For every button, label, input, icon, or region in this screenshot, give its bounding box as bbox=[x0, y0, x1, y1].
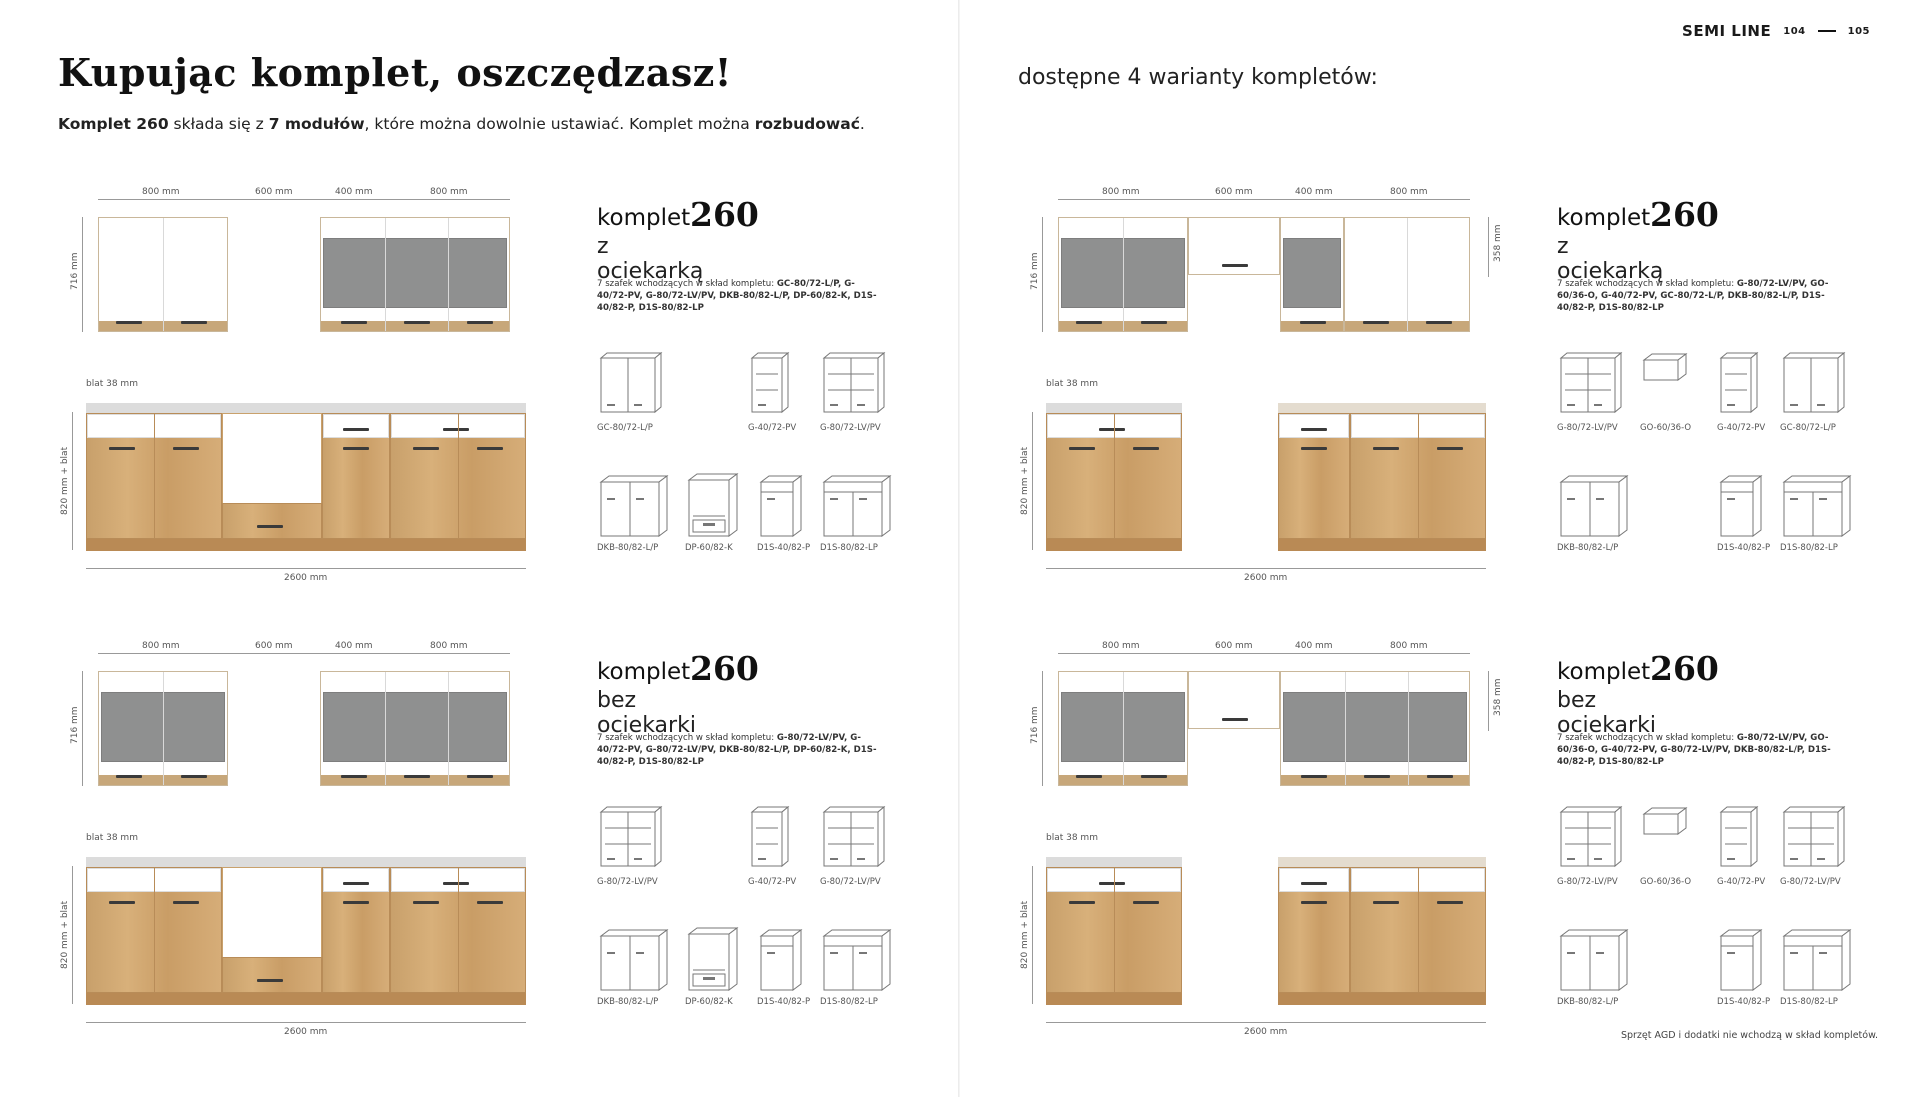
set-4-desc-lead: 7 szafek wchodzących w skład kompletu: bbox=[1557, 733, 1737, 743]
base-cabinet-80 bbox=[390, 413, 526, 539]
set-1-desc-bold: GC-80/72-L/P, G-40/72-PV, G-80/72-LV/PV, DKB-80/82-L/P, DP-60/82-K, D1S-40/82-P, D1S-80/82-LP bbox=[597, 279, 877, 313]
set-3-number: 260 bbox=[1650, 195, 1719, 234]
cabinet-module-gc-80-72-l-p-icon bbox=[1780, 348, 1852, 420]
intro-bold-1: Komplet 260 bbox=[58, 115, 169, 133]
wall-cabinet-flap bbox=[1188, 217, 1280, 275]
dim-height-820: 820 mm + blat bbox=[60, 446, 70, 515]
cabinet-module-dp-60-82-k-icon bbox=[685, 922, 757, 994]
dim-height-716: 716 mm bbox=[70, 252, 80, 290]
base-cabinet-sink bbox=[1350, 867, 1486, 993]
base-cabinet-80 bbox=[390, 867, 526, 993]
cabinet-module-label: GO-60/36-O bbox=[1640, 877, 1692, 887]
cabinet-module-label: G-40/72-PV bbox=[1717, 877, 1766, 887]
headline: Kupując komplet, oszczędzasz! bbox=[58, 50, 732, 95]
dim-width-800: 800 mm bbox=[142, 641, 180, 651]
base-cabinet-40 bbox=[322, 413, 390, 539]
cabinet-module-g-40-72-pv-icon bbox=[1717, 802, 1789, 874]
dim-worktop: blat 38 mm bbox=[86, 833, 138, 843]
dim-width-600: 600 mm bbox=[1215, 641, 1253, 651]
cabinet-module-label: D1S-80/82-LP bbox=[820, 997, 878, 1007]
dim-height-716: 716 mm bbox=[1030, 706, 1040, 744]
base-cabinet-80 bbox=[1046, 867, 1182, 993]
cabinet-module-g-80-72-lv-pv-icon bbox=[1557, 348, 1629, 420]
set-3-word: komplet bbox=[1557, 205, 1651, 231]
cabinet-module-g-80-72-lv-pv-icon bbox=[1780, 802, 1852, 874]
set-3-desc-lead: 7 szafek wchodzących w skład kompletu: bbox=[1557, 279, 1737, 289]
cabinet-module-label: GO-60/36-O bbox=[1640, 423, 1692, 433]
footnote: Sprzęt AGD i dodatki nie wchodzą w skład kompletów. bbox=[1620, 1030, 1878, 1041]
base-cabinet-sink bbox=[86, 413, 222, 539]
dim-height-358: 358 mm bbox=[1493, 224, 1503, 262]
dim-width-800b: 800 mm bbox=[1390, 187, 1428, 197]
dim-height-358: 358 mm bbox=[1493, 678, 1503, 716]
wall-cabinet-flap bbox=[1188, 671, 1280, 729]
cabinet-module-g-80-72-lv-pv-icon bbox=[820, 802, 892, 874]
cabinet-module-d1s-80-82-lp-icon bbox=[820, 922, 892, 994]
base-cabinet-40 bbox=[322, 867, 390, 993]
set-2-desc-bold: G-80/72-LV/PV, G-40/72-PV, G-80/72-LV/PV, DKB-80/82-L/P, DP-60/82-K, D1S-40/82-P, D1S-80/82-LP bbox=[597, 733, 877, 767]
dim-worktop: blat 38 mm bbox=[1046, 833, 1098, 843]
dim-worktop: blat 38 mm bbox=[86, 379, 138, 389]
brand-name: SEMI LINE bbox=[1682, 22, 1772, 40]
dim-width-800: 800 mm bbox=[142, 187, 180, 197]
cabinet-module-d1s-40-82-p-icon bbox=[757, 468, 829, 540]
dim-width-800b: 800 mm bbox=[430, 641, 468, 651]
set-4-number: 260 bbox=[1650, 649, 1719, 688]
cabinet-module-g-40-72-pv-icon bbox=[1717, 348, 1789, 420]
cabinet-module-label: D1S-80/82-LP bbox=[1780, 543, 1838, 553]
wall-cabinet-glass bbox=[320, 217, 510, 332]
cabinet-module-g-80-72-lv-pv-icon bbox=[820, 348, 892, 420]
intro-text-1: składa się z bbox=[168, 115, 269, 133]
cabinet-module-d1s-40-82-p-icon bbox=[1717, 922, 1789, 994]
base-cabinet-40 bbox=[1278, 413, 1350, 539]
set-2-desc-lead: 7 szafek wchodzących w skład kompletu: bbox=[597, 733, 777, 743]
page-right bbox=[960, 0, 1920, 1097]
set-1-desc-lead: 7 szafek wchodzących w skład kompletu: bbox=[597, 279, 777, 289]
set-4-word: komplet bbox=[1557, 659, 1651, 685]
cabinet-module-label: G-40/72-PV bbox=[748, 877, 797, 887]
cabinet-module-dkb-80-82-l-p-icon bbox=[597, 468, 669, 540]
intro-text-2: , które można dowolnie ustawiać. Komplet można bbox=[364, 115, 755, 133]
cabinet-module-label: DP-60/82-K bbox=[685, 543, 733, 553]
cabinet-module-label: G-80/72-LV/PV bbox=[1557, 423, 1618, 433]
cabinet-module-label: GC-80/72-L/P bbox=[597, 423, 653, 433]
dim-width-400: 400 mm bbox=[335, 187, 373, 197]
wall-cabinet-glass bbox=[1058, 671, 1188, 786]
cabinet-module-label: G-80/72-LV/PV bbox=[597, 877, 658, 887]
oven-cabinet bbox=[222, 413, 322, 539]
cabinet-module-label: G-40/72-PV bbox=[748, 423, 797, 433]
running-head bbox=[1682, 22, 1870, 40]
base-cabinet-40 bbox=[1278, 867, 1350, 993]
cabinet-module-go-60-36-o-icon bbox=[1640, 802, 1712, 874]
set-1-description bbox=[597, 278, 877, 314]
cabinet-module-g-80-72-lv-pv-icon bbox=[1557, 802, 1629, 874]
set-2-word: komplet bbox=[597, 659, 691, 685]
base-cabinet-sink bbox=[86, 867, 222, 993]
cabinet-module-label: D1S-40/82-P bbox=[1717, 997, 1771, 1007]
dim-height-716: 716 mm bbox=[1030, 252, 1040, 290]
cabinet-module-d1s-80-82-lp-icon bbox=[1780, 468, 1852, 540]
set-1-number: 260 bbox=[690, 195, 759, 234]
cabinet-module-g-40-72-pv-icon bbox=[748, 802, 820, 874]
dim-width-600: 600 mm bbox=[255, 641, 293, 651]
cabinet-module-label: G-40/72-PV bbox=[1717, 423, 1766, 433]
cabinet-module-label: DKB-80/82-L/P bbox=[1557, 997, 1619, 1007]
cabinet-module-dkb-80-82-l-p-icon bbox=[597, 922, 669, 994]
set-1-subtitle: z ociekarką bbox=[597, 234, 704, 284]
dim-width-600: 600 mm bbox=[1215, 187, 1253, 197]
variants-title: dostępne 4 warianty kompletów: bbox=[1018, 65, 1378, 90]
cabinet-module-g-40-72-pv-icon bbox=[748, 348, 820, 420]
set-4-description bbox=[1557, 732, 1837, 768]
cabinet-module-label: G-80/72-LV/PV bbox=[820, 423, 881, 433]
cabinet-module-label: G-80/72-LV/PV bbox=[1557, 877, 1618, 887]
intro-text-3: . bbox=[859, 115, 865, 133]
wall-cabinet-solid bbox=[98, 217, 228, 332]
wall-cabinet-glass bbox=[98, 671, 228, 786]
set-3-subtitle: z ociekarką bbox=[1557, 234, 1664, 284]
cabinet-module-label: G-80/72-LV/PV bbox=[1780, 877, 1841, 887]
dim-height-820: 820 mm + blat bbox=[1020, 446, 1030, 515]
cabinet-module-g-80-72-lv-pv-icon bbox=[597, 802, 669, 874]
cabinet-module-d1s-40-82-p-icon bbox=[1717, 468, 1789, 540]
page-number-right: 105 bbox=[1847, 25, 1870, 37]
intro-text bbox=[58, 115, 865, 133]
intro-bold-2: 7 modułów bbox=[268, 115, 365, 133]
page-number-left: 104 bbox=[1783, 25, 1806, 37]
dim-worktop: blat 38 mm bbox=[1046, 379, 1098, 389]
dim-total-width: 2600 mm bbox=[1244, 1027, 1288, 1037]
intro-bold-3: rozbudować bbox=[754, 115, 860, 133]
set-2-subtitle: bez ociekarki bbox=[597, 688, 696, 738]
dim-width-600: 600 mm bbox=[255, 187, 293, 197]
cabinet-module-label: D1S-80/82-LP bbox=[1780, 997, 1838, 1007]
cabinet-module-d1s-80-82-lp-icon bbox=[1780, 922, 1852, 994]
wall-cabinet-solid bbox=[1344, 217, 1470, 332]
base-cabinet-sink bbox=[1350, 413, 1486, 539]
cabinet-module-label: DKB-80/82-L/P bbox=[1557, 543, 1619, 553]
dim-width-800: 800 mm bbox=[1102, 641, 1140, 651]
wall-cabinet-glass-40 bbox=[1280, 217, 1344, 332]
cabinet-module-label: DKB-80/82-L/P bbox=[597, 543, 659, 553]
cabinet-module-gc-80-72-l-p-icon bbox=[597, 348, 669, 420]
set-2-description bbox=[597, 732, 877, 768]
dim-height-716: 716 mm bbox=[70, 706, 80, 744]
set-4-desc-bold: G-80/72-LV/PV, GO-60/36-O, G-40/72-PV, G-80/72-LV/PV, DKB-80/82-L/P, D1S-40/82-P, D1S-80/82-LP bbox=[1557, 733, 1831, 767]
cabinet-module-label: D1S-40/82-P bbox=[757, 997, 811, 1007]
dim-width-800: 800 mm bbox=[1102, 187, 1140, 197]
set-4-subtitle: bez ociekarki bbox=[1557, 688, 1656, 738]
oven-cabinet bbox=[222, 867, 322, 993]
cabinet-module-dkb-80-82-l-p-icon bbox=[1557, 922, 1629, 994]
dim-width-400: 400 mm bbox=[1295, 641, 1333, 651]
cabinet-module-dkb-80-82-l-p-icon bbox=[1557, 468, 1629, 540]
dim-width-800b: 800 mm bbox=[1390, 641, 1428, 651]
set-1-word: komplet bbox=[597, 205, 691, 231]
set-3-description bbox=[1557, 278, 1837, 314]
cabinet-module-label: GC-80/72-L/P bbox=[1780, 423, 1836, 433]
cabinet-module-label: D1S-80/82-LP bbox=[820, 543, 878, 553]
set-2-number: 260 bbox=[690, 649, 759, 688]
dim-total-width: 2600 mm bbox=[284, 1027, 328, 1037]
page-separator bbox=[1818, 30, 1836, 32]
dim-width-400: 400 mm bbox=[335, 641, 373, 651]
dim-total-width: 2600 mm bbox=[1244, 573, 1288, 583]
wall-cabinet-glass bbox=[320, 671, 510, 786]
dim-total-width: 2600 mm bbox=[284, 573, 328, 583]
cabinet-module-label: DKB-80/82-L/P bbox=[597, 997, 659, 1007]
cabinet-module-label: DP-60/82-K bbox=[685, 997, 733, 1007]
cabinet-module-label: D1S-40/82-P bbox=[1717, 543, 1771, 553]
cabinet-module-dp-60-82-k-icon bbox=[685, 468, 757, 540]
cabinet-module-go-60-36-o-icon bbox=[1640, 348, 1712, 420]
cabinet-module-d1s-40-82-p-icon bbox=[757, 922, 829, 994]
cabinet-module-label: D1S-40/82-P bbox=[757, 543, 811, 553]
cabinet-module-d1s-80-82-lp-icon bbox=[820, 468, 892, 540]
wall-cabinet-glass bbox=[1280, 671, 1470, 786]
dim-height-820: 820 mm + blat bbox=[1020, 900, 1030, 969]
set-3-desc-bold: G-80/72-LV/PV, GO-60/36-O, G-40/72-PV, GC-80/72-L/P, DKB-80/82-L/P, D1S-40/82-P, D1S-80/82-LP bbox=[1557, 279, 1829, 313]
dim-width-400: 400 mm bbox=[1295, 187, 1333, 197]
dim-height-820: 820 mm + blat bbox=[60, 900, 70, 969]
dim-width-800b: 800 mm bbox=[430, 187, 468, 197]
wall-cabinet-glass bbox=[1058, 217, 1188, 332]
cabinet-module-label: G-80/72-LV/PV bbox=[820, 877, 881, 887]
base-cabinet-80 bbox=[1046, 413, 1182, 539]
